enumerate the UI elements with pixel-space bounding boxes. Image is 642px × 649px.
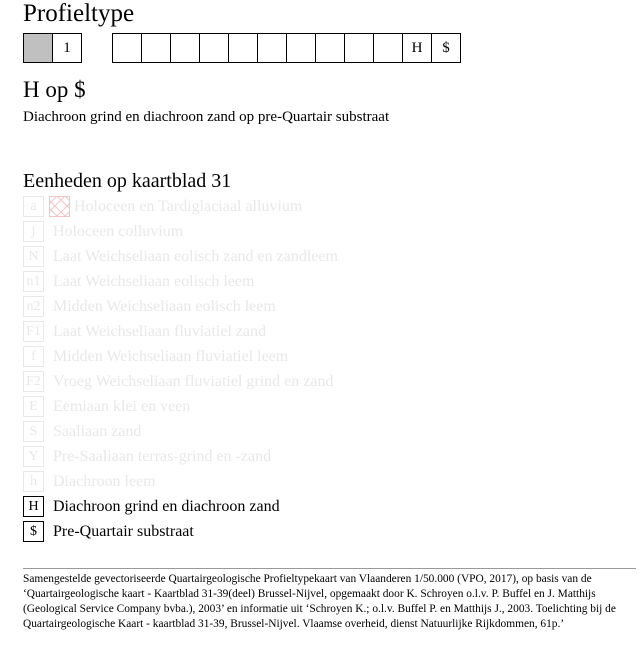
profile-description: Diachroon grind en diachroon zand op pre-Quartair substraat bbox=[23, 109, 390, 125]
footnote-divider bbox=[23, 568, 636, 569]
profile-type-cell bbox=[23, 33, 53, 63]
unit-label: Pre-Quartair substraat bbox=[53, 522, 194, 540]
unit-code-box: n2 bbox=[23, 296, 44, 317]
unit-list bbox=[23, 194, 338, 544]
unit-item bbox=[23, 294, 338, 319]
unit-code-box: j bbox=[23, 221, 44, 242]
unit-code-box: F2 bbox=[23, 371, 44, 392]
unit-label: Diachroon leem bbox=[53, 472, 156, 490]
unit-code-box: f bbox=[23, 346, 44, 367]
profile-type-cell bbox=[286, 33, 316, 63]
unit-label: Midden Weichseliaan fluviatiel leem bbox=[53, 347, 289, 365]
unit-code-box: S bbox=[23, 421, 44, 442]
unit-label: Holoceen en Tardiglaciaal alluvium bbox=[74, 197, 303, 215]
profile-type-cell: 1 bbox=[52, 33, 82, 63]
page-title: Profieltype bbox=[23, 0, 135, 27]
unit-code-box: a bbox=[23, 196, 44, 217]
unit-code-box: F1 bbox=[23, 321, 44, 342]
unit-label: Laat Weichseliaan eolisch leem bbox=[53, 272, 255, 290]
unit-item bbox=[23, 394, 338, 419]
profile-type-cell: H bbox=[402, 33, 432, 63]
profile-type-cell bbox=[315, 33, 345, 63]
unit-label: Diachroon grind en diachroon zand bbox=[53, 497, 280, 515]
unit-item bbox=[23, 219, 338, 244]
unit-code-box: $ bbox=[23, 521, 44, 542]
unit-label: Saaliaan zand bbox=[53, 422, 142, 440]
profile-code: H op $ bbox=[23, 77, 86, 102]
unit-label: Eemiaan klei en veen bbox=[53, 397, 191, 415]
profile-type-cell bbox=[112, 33, 142, 63]
unit-item bbox=[23, 419, 338, 444]
unit-item bbox=[23, 519, 338, 544]
profile-type-cell bbox=[170, 33, 200, 63]
profile-type-cell: $ bbox=[431, 33, 461, 63]
unit-label: Holoceen colluvium bbox=[53, 222, 184, 240]
unit-code-box: n1 bbox=[23, 271, 44, 292]
profile-type-cell bbox=[257, 33, 287, 63]
profile-type-cell bbox=[141, 33, 171, 63]
profile-type-cell bbox=[373, 33, 403, 63]
hatch-icon bbox=[49, 196, 70, 217]
profile-type-cell bbox=[228, 33, 258, 63]
profile-type-cell bbox=[344, 33, 374, 63]
unit-item bbox=[23, 319, 338, 344]
unit-item bbox=[23, 444, 338, 469]
unit-label: Vroeg Weichseliaan fluviatiel grind en zand bbox=[53, 372, 334, 390]
profile-type-row-units bbox=[112, 33, 461, 63]
unit-label: Laat Weichseliaan eolisch zand en zandleem bbox=[53, 247, 338, 265]
profile-type-cell bbox=[199, 33, 229, 63]
unit-code-box: Y bbox=[23, 446, 44, 467]
unit-item bbox=[23, 194, 338, 219]
units-heading: Eenheden op kaartblad 31 bbox=[23, 170, 232, 192]
unit-item bbox=[23, 369, 338, 394]
unit-item bbox=[23, 344, 338, 369]
unit-code-box: E bbox=[23, 396, 44, 417]
unit-item bbox=[23, 269, 338, 294]
unit-label: Laat Weichseliaan fluviatiel zand bbox=[53, 322, 266, 340]
profile-type-row-layers bbox=[23, 33, 82, 63]
unit-code-box: h bbox=[23, 471, 44, 492]
unit-item bbox=[23, 494, 338, 519]
unit-item bbox=[23, 244, 338, 269]
unit-code-box: N bbox=[23, 246, 44, 267]
unit-label: Midden Weichseliaan eolisch leem bbox=[53, 297, 276, 315]
unit-item bbox=[23, 469, 338, 494]
unit-label: Pre-Saaliaan terras-grind en -zand bbox=[53, 447, 272, 465]
unit-code-box: H bbox=[23, 496, 44, 517]
source-footnote: Samengestelde gevectoriseerde Quartairgeologische Profieltypekaart van Vlaanderen 1/50.000 (VPO, 2017), op basis van de ‘Quartairgeologische kaart - Kaartblad 31-39(deel) Brussel-Nijvel, opgemaakt door K. Schroyen o.l.v. P. Buffel en J. Matthijs (Geological Service Company bvba.), 2003’ en informatie uit ‘Schroyen K.; o.l.v. Buffel P. en Matthijs J., 2003. Toelichting bij de Quartairgeologische Kaart - kaartblad 31-39, Brussel-Nijvel. Vlaamse overheid, dienst Natuurlijke Rijkdommen, 61p.’ bbox=[23, 573, 616, 630]
